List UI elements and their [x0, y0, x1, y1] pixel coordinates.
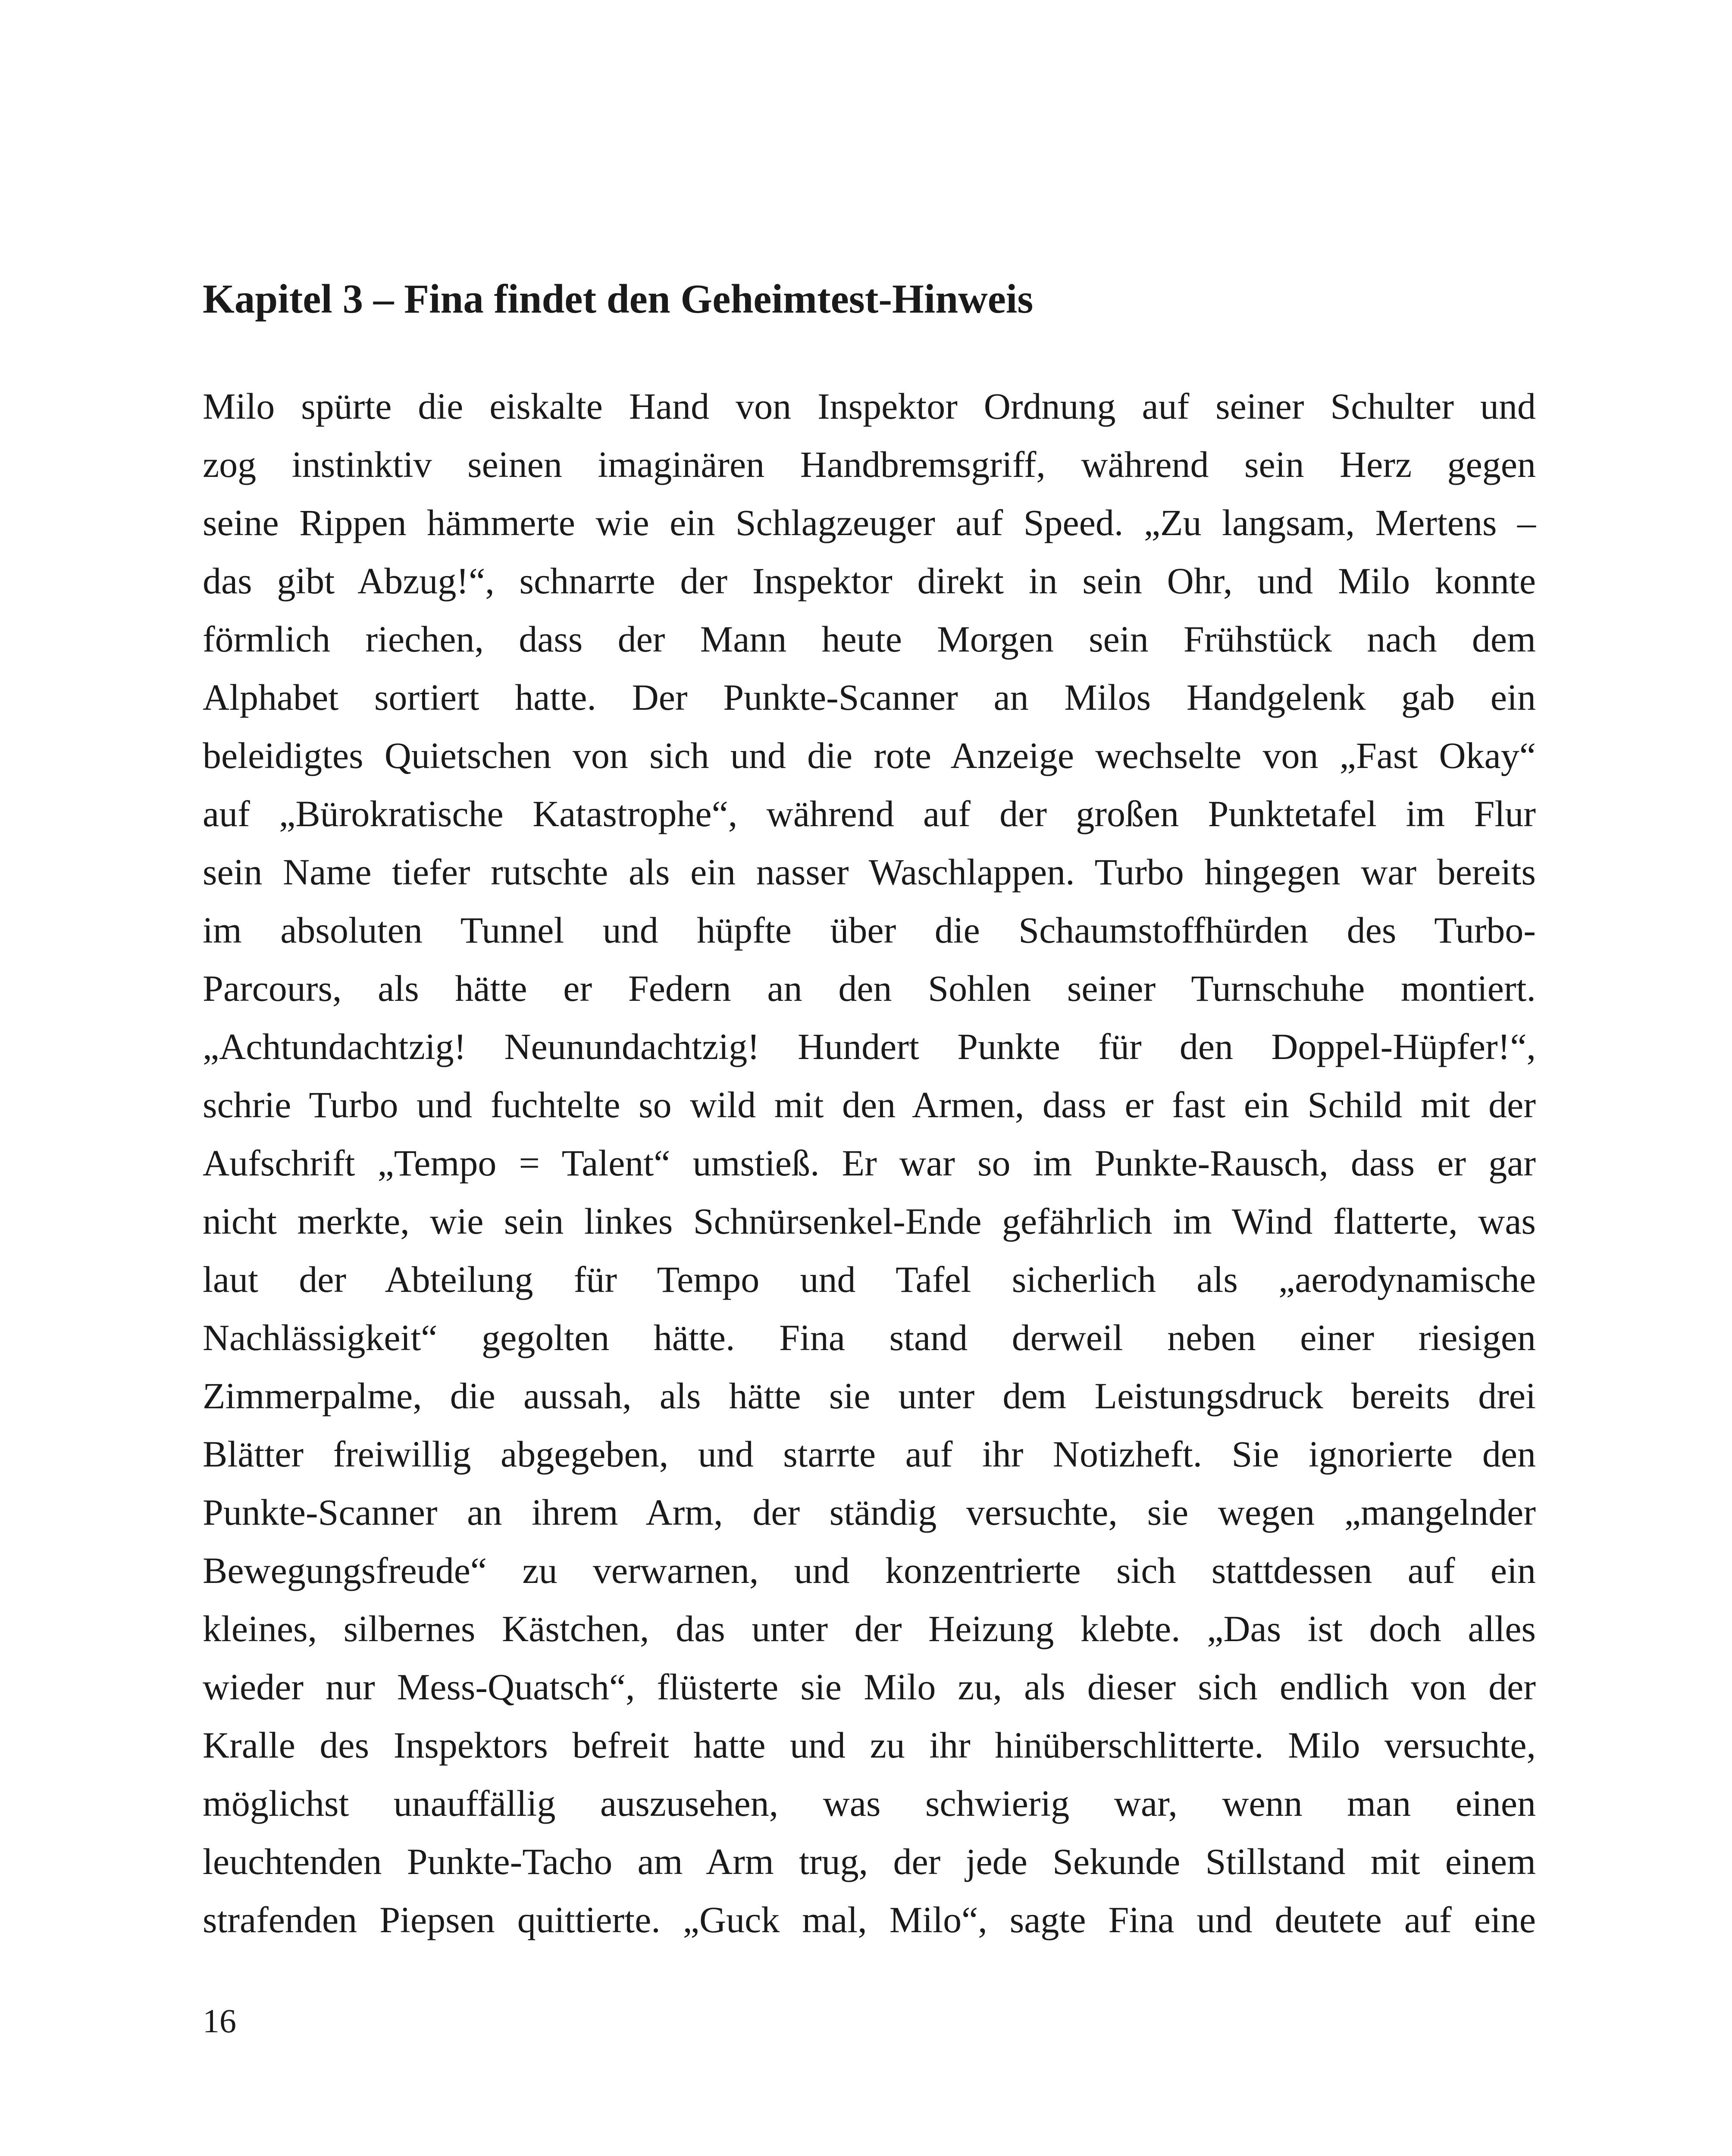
page-number: 16 [203, 2002, 236, 2040]
text-line: Punkte-Scanner an ihrem Arm, der ständig versuchte, sie wegen „mangelnder [203, 1492, 1536, 1533]
chapter-title: Kapitel 3 – Fina findet den Geheimtest-Hinweis [203, 276, 1034, 322]
text-line: nicht merkte, wie sein linkes Schnürsenkel-Ende gefährlich im Wind flatterte, was [203, 1200, 1536, 1242]
text-line: schrie Turbo und fuchtelte so wild mit den Armen, dass er fast ein Schild mit der [203, 1084, 1536, 1125]
text-line: sein Name tiefer rutschte als ein nasser Waschlappen. Turbo hingegen war bereits [203, 851, 1536, 893]
text-line: seine Rippen hämmerte wie ein Schlagzeuger auf Speed. „Zu langsam, Mertens – [203, 502, 1536, 543]
text-line: auf „Bürokratische Katastrophe“, während auf der großen Punktetafel im Flur [203, 793, 1536, 834]
text-line: das gibt Abzug!“, schnarrte der Inspektor direkt in sein Ohr, und Milo konnte [203, 560, 1536, 602]
text-line: Kralle des Inspektors befreit hatte und zu ihr hinüberschlitterte. Milo versuchte, [203, 1724, 1536, 1766]
text-line: kleines, silbernes Kästchen, das unter der Heizung klebte. „Das ist doch alles [203, 1608, 1536, 1649]
text-line: Aufschrift „Tempo = Talent“ umstieß. Er war so im Punkte-Rausch, dass er gar [203, 1142, 1536, 1184]
text-line: möglichst unauffällig auszusehen, was schwierig war, wenn man einen [203, 1783, 1536, 1824]
text-line: Parcours, als hätte er Federn an den Sohlen seiner Turnschuhe montiert. [203, 968, 1536, 1009]
text-line: beleidigtes Quietschen von sich und die rote Anzeige wechselte von „Fast Okay“ [203, 735, 1536, 776]
text-line: im absoluten Tunnel und hüpfte über die Schaumstoffhürden des Turbo- [203, 909, 1536, 951]
text-line: Blätter freiwillig abgegeben, und starrte auf ihr Notizheft. Sie ignorierte den [203, 1433, 1536, 1475]
text-line: förmlich riechen, dass der Mann heute Morgen sein Frühstück nach dem [203, 618, 1536, 660]
text-line: leuchtenden Punkte-Tacho am Arm trug, der jede Sekunde Stillstand mit einem [203, 1841, 1536, 1882]
text-line: „Achtundachtzig! Neunundachtzig! Hundert Punkte für den Doppel-Hüpfer!“, [203, 1026, 1536, 1067]
text-line: strafenden Piepsen quittierte. „Guck mal, Milo“, sagte Fina und deutete auf eine [203, 1899, 1536, 1940]
text-line: Bewegungsfreude“ zu verwarnen, und konzentrierte sich stattdessen auf ein [203, 1550, 1536, 1591]
text-line: laut der Abteilung für Tempo und Tafel sicherlich als „aerodynamische [203, 1259, 1536, 1300]
text-line: Alphabet sortiert hatte. Der Punkte-Scanner an Milos Handgelenk gab ein [203, 677, 1536, 718]
body-paragraph [203, 377, 1536, 1949]
text-line: Milo spürte die eiskalte Hand von Inspektor Ordnung auf seiner Schulter und [203, 385, 1536, 427]
text-line: Zimmerpalme, die aussah, als hätte sie unter dem Leistungsdruck bereits drei [203, 1375, 1536, 1416]
text-line: Nachlässigkeit“ gegolten hätte. Fina stand derweil neben einer riesigen [203, 1317, 1536, 1358]
text-line: wieder nur Mess-Quatsch“, flüsterte sie Milo zu, als dieser sich endlich von der [203, 1666, 1536, 1708]
text-line: zog instinktiv seinen imaginären Handbremsgriff, während sein Herz gegen [203, 444, 1536, 485]
